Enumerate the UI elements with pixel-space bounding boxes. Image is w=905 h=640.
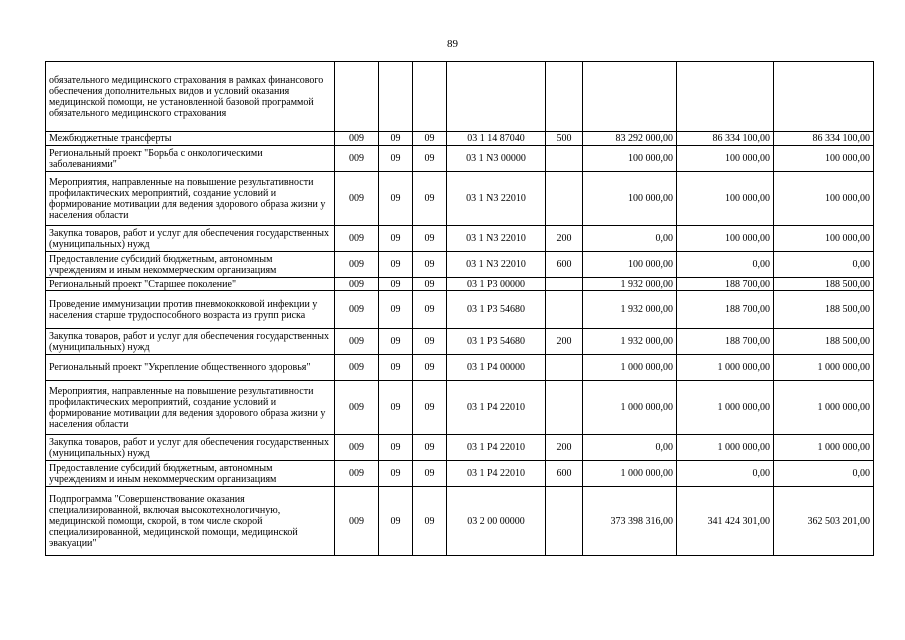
expense-type-code: 600 (546, 252, 583, 278)
row-name: Межбюджетные трансферты (46, 132, 335, 146)
section-code: 09 (379, 487, 413, 556)
row-name: Подпрограмма "Совершенствование оказания специализированной, включая высокотехнологичную, медицинской помощи, скорой, в том числе скорой специализированной, медицинской помощи, медицинской эвакуации" (46, 487, 335, 556)
amount-year-3: 100 000,00 (774, 146, 874, 172)
section-code: 09 (379, 381, 413, 435)
table-row (46, 252, 874, 278)
amount-year-3: 1 000 000,00 (774, 381, 874, 435)
amount-year-1: 373 398 316,00 (583, 487, 677, 556)
target-article-code: 03 1 P3 00000 (447, 278, 546, 291)
expense-type-code: 200 (546, 435, 583, 461)
amount-year-1: 100 000,00 (583, 252, 677, 278)
ministry-code: 009 (335, 132, 379, 146)
ministry-code: 009 (335, 146, 379, 172)
expense-type-code (546, 278, 583, 291)
section-code: 09 (379, 291, 413, 329)
expense-type-code (546, 146, 583, 172)
ministry-code: 009 (335, 172, 379, 226)
amount-year-2: 1 000 000,00 (677, 381, 774, 435)
amount-year-3: 362 503 201,00 (774, 487, 874, 556)
amount-year-1: 1 932 000,00 (583, 278, 677, 291)
amount-year-3: 0,00 (774, 461, 874, 487)
expense-type-code: 200 (546, 226, 583, 252)
subsection-code: 09 (413, 278, 447, 291)
section-code: 09 (379, 461, 413, 487)
amount-year-1: 1 932 000,00 (583, 329, 677, 355)
page-number: 89 (447, 38, 458, 50)
target-article-code: 03 1 N3 00000 (447, 146, 546, 172)
subsection-code: 09 (413, 291, 447, 329)
section-code: 09 (379, 226, 413, 252)
amount-year-1: 0,00 (583, 226, 677, 252)
amount-year-2: 86 334 100,00 (677, 132, 774, 146)
target-article-code: 03 1 P3 54680 (447, 329, 546, 355)
target-article-code: 03 1 N3 22010 (447, 172, 546, 226)
amount-year-3: 0,00 (774, 252, 874, 278)
table-row (46, 487, 874, 556)
section-code: 09 (379, 252, 413, 278)
section-code: 09 (379, 172, 413, 226)
amount-year-3: 188 500,00 (774, 291, 874, 329)
ministry-code: 009 (335, 252, 379, 278)
subsection-code: 09 (413, 329, 447, 355)
row-name: Мероприятия, направленные на повышение результативности профилактических мероприятий, создание условий и формирование мотивации для ведения здорового образа жизни у населения области (46, 172, 335, 226)
expense-type-code: 200 (546, 329, 583, 355)
expense-type-code (546, 172, 583, 226)
amount-year-2: 341 424 301,00 (677, 487, 774, 556)
amount-year-1: 1 932 000,00 (583, 291, 677, 329)
subsection-code (413, 62, 447, 132)
subsection-code: 09 (413, 132, 447, 146)
subsection-code: 09 (413, 146, 447, 172)
amount-year-2: 1 000 000,00 (677, 435, 774, 461)
ministry-code: 009 (335, 291, 379, 329)
amount-year-2: 188 700,00 (677, 278, 774, 291)
table-row (46, 226, 874, 252)
target-article-code: 03 1 P3 54680 (447, 291, 546, 329)
table-row (46, 381, 874, 435)
ministry-code (335, 62, 379, 132)
target-article-code: 03 1 N3 22010 (447, 226, 546, 252)
table-row (46, 62, 874, 132)
subsection-code: 09 (413, 226, 447, 252)
ministry-code: 009 (335, 278, 379, 291)
table-row (46, 146, 874, 172)
ministry-code: 009 (335, 381, 379, 435)
ministry-code: 009 (335, 329, 379, 355)
table-row (46, 132, 874, 146)
section-code: 09 (379, 355, 413, 381)
amount-year-2: 100 000,00 (677, 226, 774, 252)
subsection-code: 09 (413, 252, 447, 278)
amount-year-2: 100 000,00 (677, 172, 774, 226)
expense-type-code (546, 381, 583, 435)
target-article-code: 03 1 P4 22010 (447, 435, 546, 461)
row-name: Закупка товаров, работ и услуг для обеспечения государственных (муниципальных) нужд (46, 435, 335, 461)
subsection-code: 09 (413, 435, 447, 461)
amount-year-2: 0,00 (677, 252, 774, 278)
expense-type-code (546, 62, 583, 132)
amount-year-3: 1 000 000,00 (774, 355, 874, 381)
expense-type-code: 500 (546, 132, 583, 146)
section-code: 09 (379, 146, 413, 172)
target-article-code: 03 1 P4 22010 (447, 381, 546, 435)
expense-type-code (546, 487, 583, 556)
row-name: Мероприятия, направленные на повышение результативности профилактических мероприятий, создание условий и формирование мотивации для ведения здорового образа жизни у населения области (46, 381, 335, 435)
amount-year-2 (677, 62, 774, 132)
amount-year-1: 83 292 000,00 (583, 132, 677, 146)
target-article-code: 03 1 P4 00000 (447, 355, 546, 381)
budget-table (45, 61, 874, 556)
table-row (46, 172, 874, 226)
target-article-code: 03 1 P4 22010 (447, 461, 546, 487)
amount-year-1: 1 000 000,00 (583, 355, 677, 381)
amount-year-1: 100 000,00 (583, 172, 677, 226)
target-article-code: 03 2 00 00000 (447, 487, 546, 556)
table-row (46, 329, 874, 355)
amount-year-3: 1 000 000,00 (774, 435, 874, 461)
row-name: Закупка товаров, работ и услуг для обеспечения государственных (муниципальных) нужд (46, 329, 335, 355)
row-name: обязательного медицинского страхования в рамках финансового обеспечения дополнительных видов и условий оказания медицинской помощи, не установленной базовой программой обязательного медицинского страхования (46, 62, 335, 132)
row-name: Региональный проект "Укрепление общественного здоровья" (46, 355, 335, 381)
subsection-code: 09 (413, 172, 447, 226)
section-code: 09 (379, 278, 413, 291)
expense-type-code (546, 355, 583, 381)
amount-year-1: 0,00 (583, 435, 677, 461)
amount-year-2: 1 000 000,00 (677, 355, 774, 381)
amount-year-3: 100 000,00 (774, 226, 874, 252)
section-code: 09 (379, 329, 413, 355)
row-name: Региональный проект "Старшее поколение" (46, 278, 335, 291)
row-name: Проведение иммунизации против пневмококковой инфекции у населения старше трудоспособного возраста из групп риска (46, 291, 335, 329)
table-row (46, 291, 874, 329)
amount-year-1: 100 000,00 (583, 146, 677, 172)
ministry-code: 009 (335, 461, 379, 487)
section-code (379, 62, 413, 132)
amount-year-3: 188 500,00 (774, 278, 874, 291)
table-row (46, 355, 874, 381)
row-name: Закупка товаров, работ и услуг для обеспечения государственных (муниципальных) нужд (46, 226, 335, 252)
amount-year-2: 0,00 (677, 461, 774, 487)
target-article-code: 03 1 14 87040 (447, 132, 546, 146)
section-code: 09 (379, 435, 413, 461)
amount-year-2: 188 700,00 (677, 291, 774, 329)
section-code: 09 (379, 132, 413, 146)
subsection-code: 09 (413, 487, 447, 556)
ministry-code: 009 (335, 487, 379, 556)
amount-year-1: 1 000 000,00 (583, 461, 677, 487)
amount-year-2: 100 000,00 (677, 146, 774, 172)
table-row (46, 461, 874, 487)
ministry-code: 009 (335, 355, 379, 381)
ministry-code: 009 (335, 226, 379, 252)
amount-year-1: 1 000 000,00 (583, 381, 677, 435)
expense-type-code (546, 291, 583, 329)
subsection-code: 09 (413, 461, 447, 487)
subsection-code: 09 (413, 355, 447, 381)
amount-year-3: 86 334 100,00 (774, 132, 874, 146)
ministry-code: 009 (335, 435, 379, 461)
amount-year-1 (583, 62, 677, 132)
row-name: Региональный проект "Борьба с онкологическими заболеваниями" (46, 146, 335, 172)
expense-type-code: 600 (546, 461, 583, 487)
target-article-code: 03 1 N3 22010 (447, 252, 546, 278)
row-name: Предоставление субсидий бюджетным, автономным учреждениям и иным некоммерческим организациям (46, 461, 335, 487)
row-name: Предоставление субсидий бюджетным, автономным учреждениям и иным некоммерческим организациям (46, 252, 335, 278)
amount-year-3: 188 500,00 (774, 329, 874, 355)
table-row (46, 278, 874, 291)
target-article-code (447, 62, 546, 132)
amount-year-3 (774, 62, 874, 132)
subsection-code: 09 (413, 381, 447, 435)
table-row (46, 435, 874, 461)
amount-year-2: 188 700,00 (677, 329, 774, 355)
amount-year-3: 100 000,00 (774, 172, 874, 226)
